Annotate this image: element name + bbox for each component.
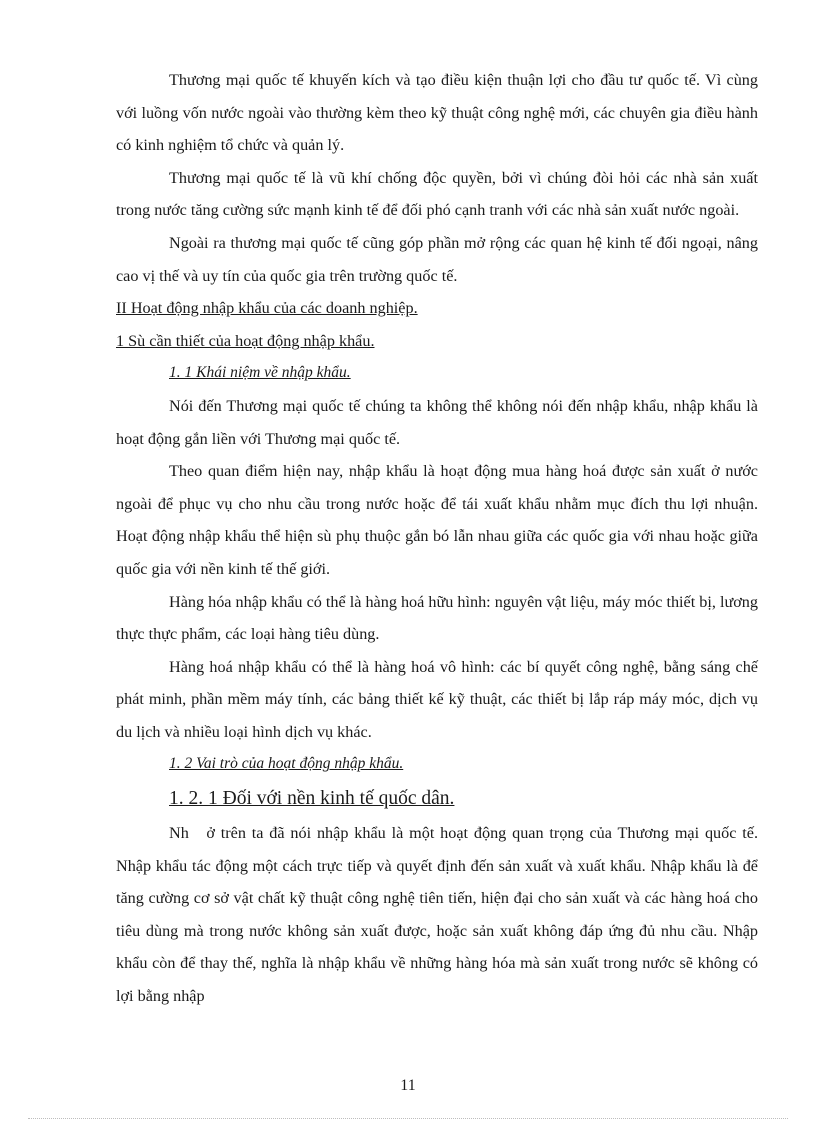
sub-heading-1-1: 1. 1 Khái niệm về nhập khẩu. <box>169 364 351 382</box>
paragraph: Nh ở trên ta đã nói nhập khẩu là một hoạt động quan trọng của Thương mại quốc tế. Nhập khẩu tác động một cách trực tiếp và quyết định đến sản xuất và xuất khẩu. Nhập khẩu là để tăng cường cơ sở vật chất kỹ thuật công nghệ tiên tiến, hiện đại cho sản xuất và các hàng hoá cho tiêu dùng mà trong nước không sản xuất được, hoặc sản xuất không đáp ứng đủ nhu cầu. Nhập khẩu còn để thay thế, nghĩa là nhập khẩu về những hàng hóa mà sản xuất trong nước sẽ không có lợi bằng nhập <box>116 824 763 1006</box>
paragraph: Thương mại quốc tế khuyến kích và tạo điều kiện thuận lợi cho đầu tư quốc tế. Vì cùng với luồng vốn nước ngoài vào thường kèm theo kỹ thuật công nghệ mới, các chuyên gia điều hành có kinh nghiệm tổ chức và quản lý. <box>116 71 758 155</box>
paragraph: Hàng hoá nhập khẩu có thể là hàng hoá vô hình: các bí quyết công nghệ, bằng sáng chế phát minh, phần mềm máy tính, các bảng thiết kế kỹ thuật, các thiết bị lắp ráp máy móc, dịch vụ du lịch và nhiều loại hình dịch vụ khác. <box>116 657 758 741</box>
paragraph: Hàng hóa nhập khẩu có thể là hàng hoá hữu hình: nguyên vật liệu, máy móc thiết bị, lương thực thực phẩm, các loại hàng tiêu dùng. <box>116 592 758 644</box>
paragraph: Nói đến Thương mại quốc tế chúng ta không thể không nói đến nhập khẩu, nhập khẩu là hoạt động gắn liền với Thương mại quốc tế. <box>116 396 758 448</box>
subsection-heading: 1 Sù cần thiết của hoạt động nhập khẩu. <box>116 331 375 350</box>
paragraph: Theo quan điểm hiện nay, nhập khẩu là hoạt động mua hàng hoá được sản xuất ở nước ngoài để phục vụ cho nhu cầu trong nước hoặc để tái xuất khẩu nhằm mục đích thu lợi nhuận. Hoạt động nhập khẩu thể hiện sù phụ thuộc gắn bó lẫn nhau giữa các quốc gia với nhau hoặc giữa quốc gia với nền kinh tế thế giới. <box>116 462 758 578</box>
sub-heading-1-2: 1. 2 Vai trò của hoạt động nhập khẩu. <box>169 755 404 773</box>
sub-heading-1-2-1: 1. 2. 1 Đối với nền kinh tế quốc dân. <box>169 788 455 810</box>
page-number: 11 <box>400 1077 416 1094</box>
document-page <box>116 64 763 1013</box>
paragraph: Thương mại quốc tế là vũ khí chống độc quyền, bởi vì chúng đòi hỏi các nhà sản xuất trong nước tăng cường sức mạnh kinh tế để đối phó cạnh tranh với các nhà sản xuất nước ngoài. <box>116 168 758 220</box>
section-heading: II Hoạt động nhập khẩu của các doanh nghiệp. <box>116 299 418 318</box>
page-bottom-border <box>28 1118 788 1119</box>
paragraph: Ngoài ra thương mại quốc tế cũng góp phần mở rộng các quan hệ kinh tế đối ngoại, nâng cao vị thế và uy tín của quốc gia trên trường quốc tế. <box>116 233 758 285</box>
